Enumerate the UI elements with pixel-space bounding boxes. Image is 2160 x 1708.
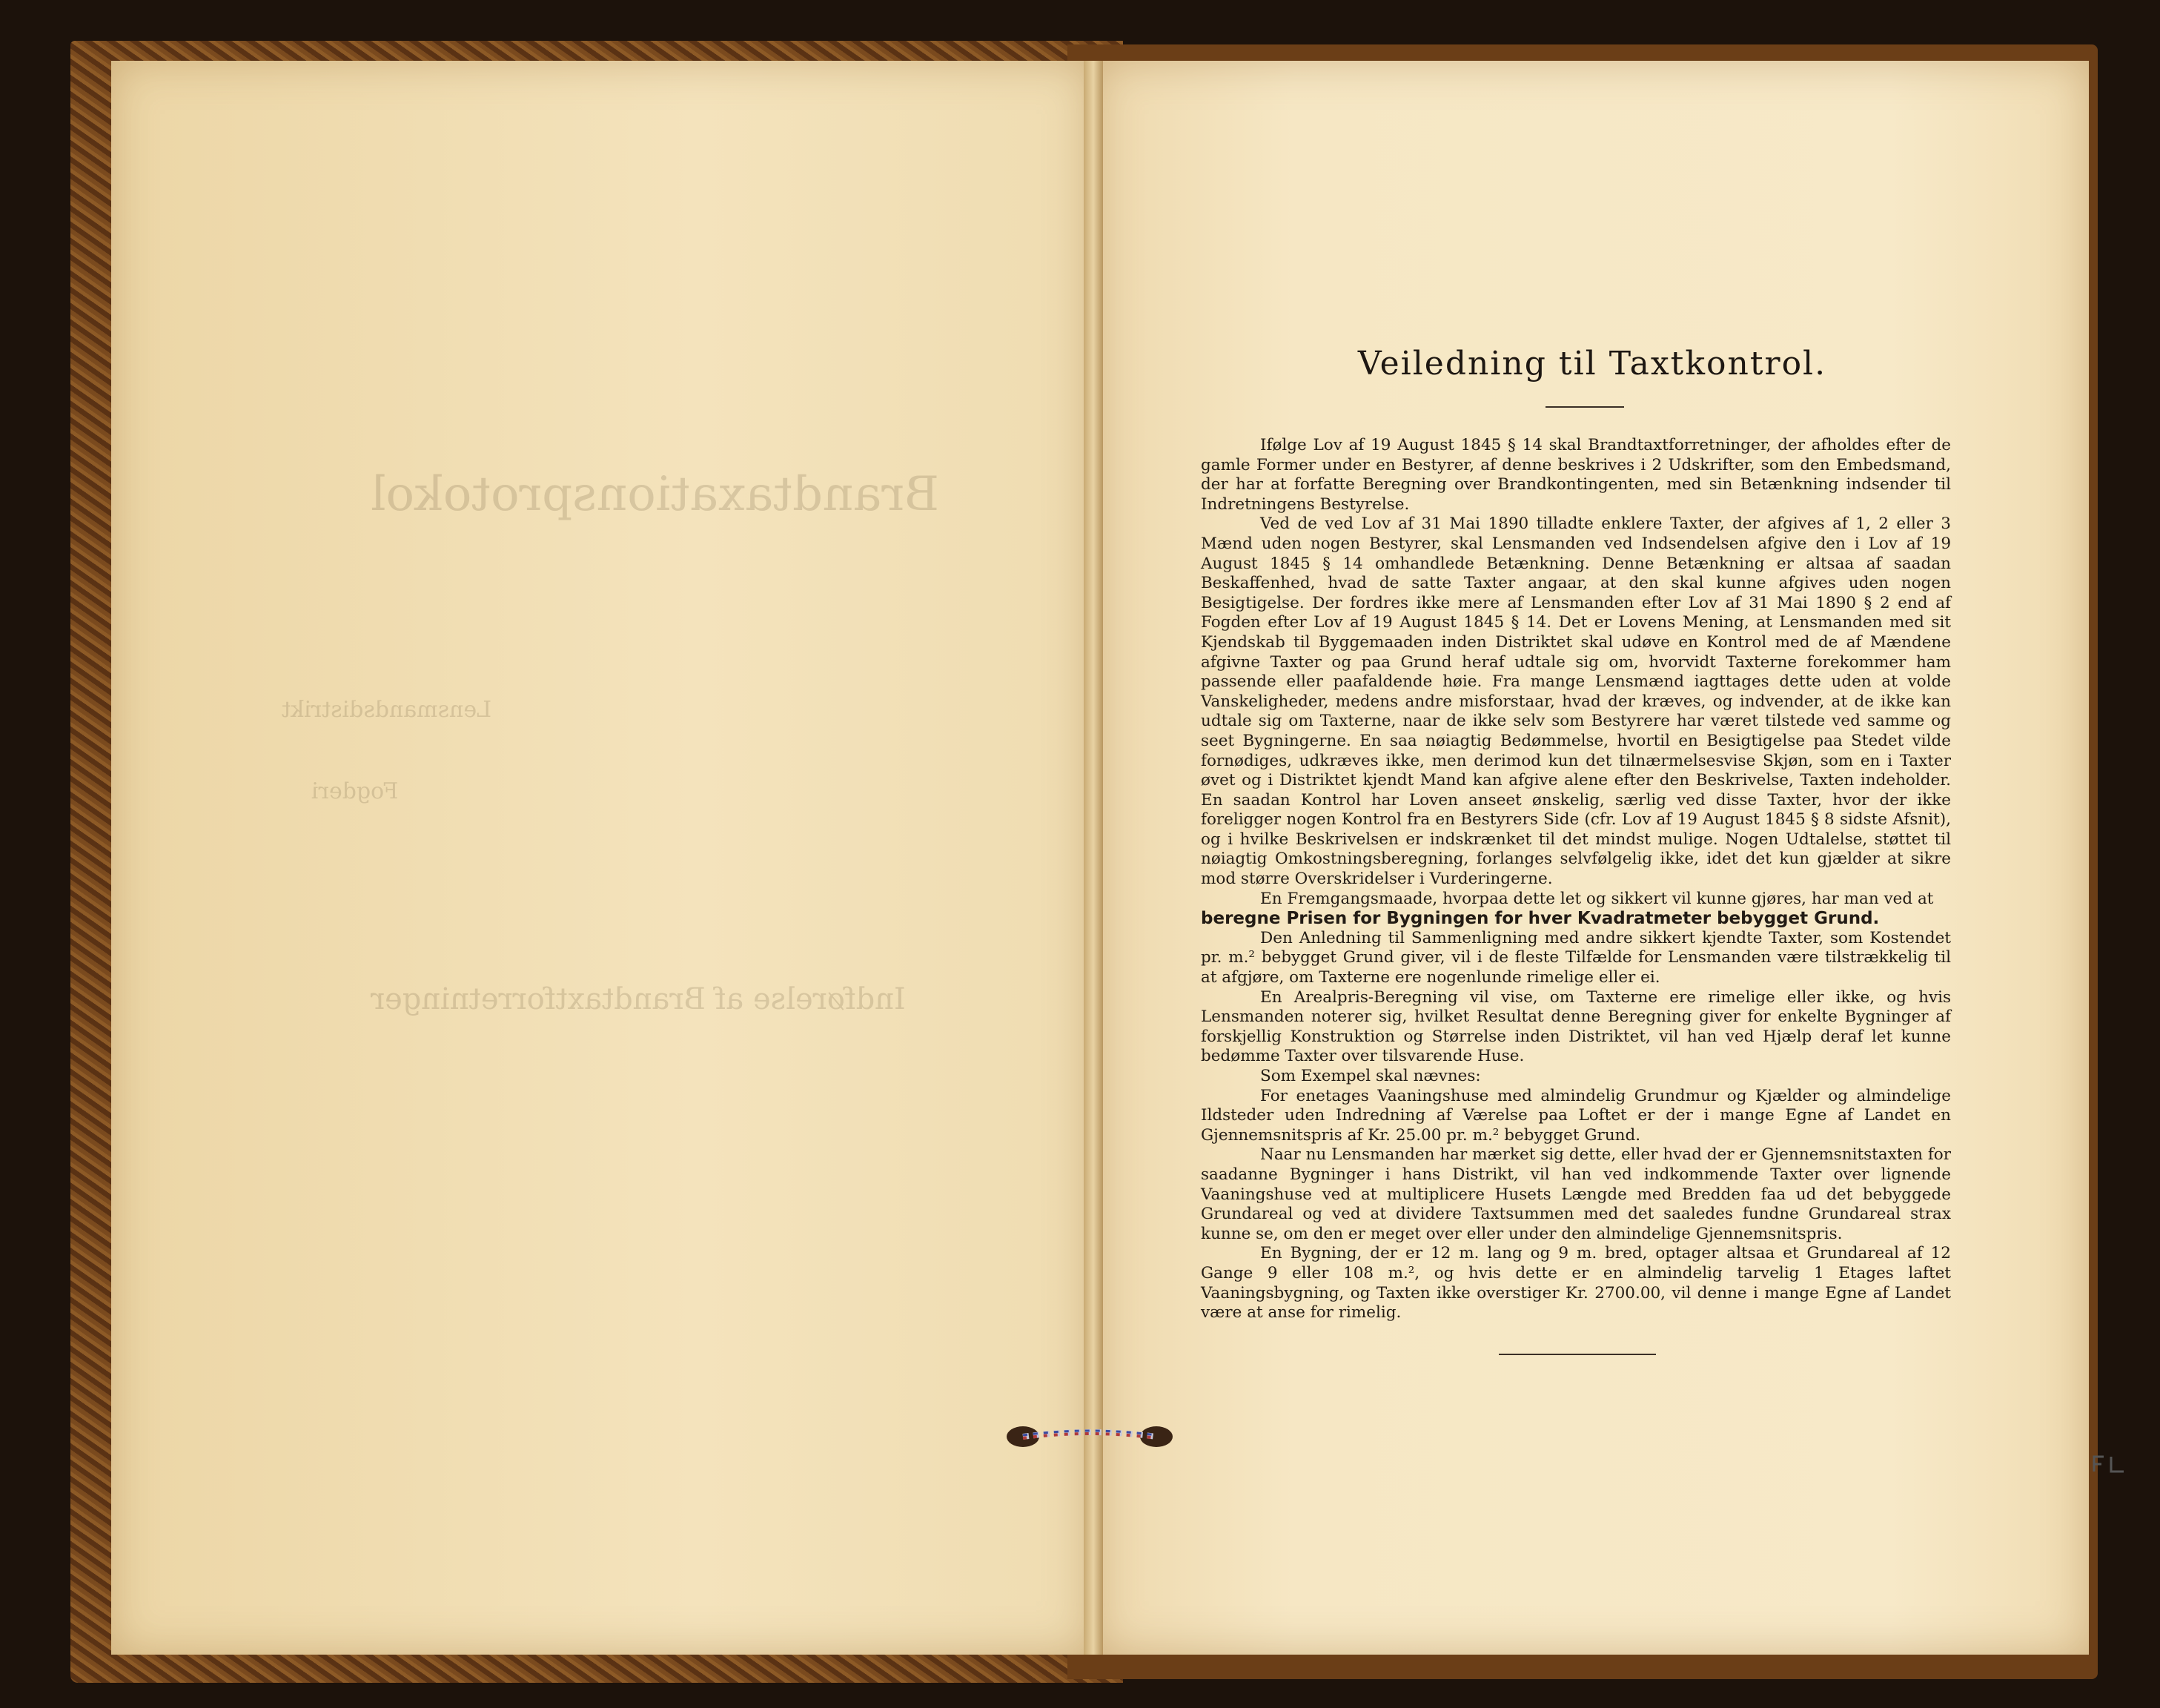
gutter xyxy=(1084,61,1103,1655)
margin-pencil-mark xyxy=(2090,1453,2150,1475)
bleed-line-1: Lensmandsdistrikt xyxy=(282,697,492,723)
closing-rule xyxy=(1499,1354,1656,1355)
title-rule xyxy=(1546,406,1624,408)
bleed-line-2: Fogderi xyxy=(311,778,399,804)
paragraph-8: Naar nu Lensmanden har mærket sig dette, eller hvad der er Gjennemsnitstaxten for saadanne Bygninger i hans Distrikt, vil han ved indkommende Taxter over lignende Vaaningshuse ved at multiplicere Husets Længde med Bredden faa ud det bebyggede Grundareal og ved at dividere Taxtsummen med det saaledes fundne Grundareal strax kunne se, om den er meget over eller under den almindelige Gjennemsnitspris. xyxy=(1201,1145,1951,1243)
binding-thread xyxy=(1001,1422,1179,1452)
bleed-title: Brandtaxationsprotokol xyxy=(371,467,939,522)
paragraph-9: En Bygning, der er 12 m. lang og 9 m. bred, optager altsaa et Grundareal af 12 Gange 9 eller 108 m.², og hvis dette er en almindelig tarvelig 1 Etages laftet Vaaningsbygning, og Taxten ikke overstiger Kr. 2700.00, vil denne i mange Egne af Landet være at anse for rimelig. xyxy=(1201,1244,1951,1323)
paragraph-3: En Fremgangsmaade, hvorpaa dette let og sikkert vil kunne gjøres, har man ved at xyxy=(1260,889,1934,908)
paragraph-4: Den Anledning til Sammenligning med andre sikkert kjendte Taxter, som Kostendet pr. m.² bebygget Grund giver, vil i de fleste Tilfælde for Lensmanden være tilstrækkelig til at afgjøre, om Taxterne ere nogenlunde rimelige eller ei. xyxy=(1201,928,1951,987)
paragraph-2: Ved de ved Lov af 31 Mai 1890 tilladte enklere Taxter, der afgives af 1, 2 eller 3 Mænd uden nogen Bestyrer, skal Lensmanden ved Indsendelsen afgive den i Lov af 19 August 1845 § 14 omhandlede Betænkning. Denne Betænkning er altsaa af saadan Beskaffenhed, hvad de satte Taxter angaar, at den skal kunne afgives uden nogen Besigtigelse. Der fordres ikke mere af Lensmanden efter Lov af 31 Mai 1890 § 2 end af Fogden efter Lov af 19 August 1845 § 14. Det er Lovens Mening, at Lensmanden med sit Kjendskab til Byggemaaden inden Distriktet skal udøve en Kontrol med de af Mændene afgivne Taxter og paa Grund heraf udtale sig om, hvorvidt Taxterne forekommer ham passende eller paafaldende høie. Fra mange Lensmænd iagttages dette uden at volde Vanskeligheder, medens andre misforstaar, hvad der kræves, og indvender, at de ikke kan udtale sig om Taxterne, naar de ikke selv som Bestyrere har været tilstede ved samme og seet Bygningerne. En saa nøiagtig Bedømmelse, hvortil en Besigtigelse paa Stedet vilde fornødiges, udkræves ikke, men derimod kun det tilnærmelsesvise Skjøn, som en i Taxter øvet og i Distriktet kjendt Mand kan afgive alene efter den Beskrivelse, Taxten indeholder. En saadan Kontrol har Loven anseet ønskelig, særlig ved disse Taxter, hvor der ikke foreligger nogen Kontrol fra en Bestyrers Side (cfr. Lov af 19 August 1845 § 8 sidste Afsnit), og i hvilke Beskrivelsen er indskrænket til det mindst mulige. Nogen Udtalelse, støttet til nøiagtig Omkostningsberegning, forlanges selvfølgelig ikke, idet det kun gjælder at sikre mod større Overskridelser i Vurderingerne. xyxy=(1201,514,1951,889)
paragraph-7: For enetages Vaaningshuse med almindelig Grundmur og Kjælder og almindelige Ildsteder uden Indredning af Værelse paa Loftet er der i mange Egne af Landet en Gjennemsnitspris af Kr. 25.00 pr. m.² bebygget Grund. xyxy=(1201,1086,1951,1145)
page-title: Veiledning til Taxtkontrol. xyxy=(1357,345,1827,383)
paragraph-1: Ifølge Lov af 19 August 1845 § 14 skal Brandtaxtforretninger, der afholdes efter de gamle Former under en Bestyrer, af denne beskrives i 2 Udskrifter, som den Embedsmand, der har at forfatte Beregning over Brandkontingenten, med sin Betænkning indsender til Indretningens Bestyrelse. xyxy=(1201,436,1951,514)
instruction-text xyxy=(1201,436,1951,1323)
bleed-line-3: Indførelse af Brandtaxtforretninger xyxy=(371,982,906,1016)
left-page xyxy=(111,61,1090,1655)
paragraph-6: Som Exempel skal nævnes: xyxy=(1260,1067,1481,1085)
bold-instruction: beregne Prisen for Bygningen for hver Kvadratmeter bebygget Grund. xyxy=(1201,909,1880,929)
paragraph-5: En Arealpris-Beregning vil vise, om Taxterne ere rimelige eller ikke, og hvis Lensmanden noterer sig, hvilket Resultat denne Beregning giver for enkelte Bygninger af forskjellig Konstruktion og Størrelse inden Distriktet, vil han ved Hjælp deraf let kunne bedømme Taxter over tilsvarende Huse. xyxy=(1201,987,1951,1066)
